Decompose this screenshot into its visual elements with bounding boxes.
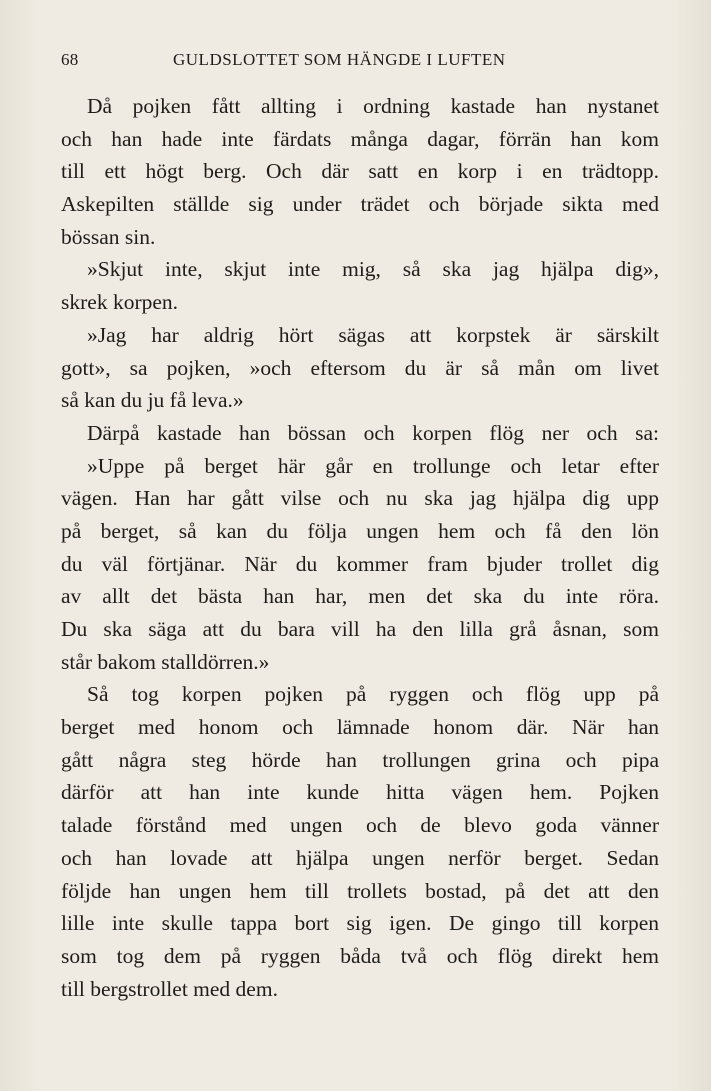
text-line: bössan sin. [61, 224, 156, 249]
text-line: gott», sa pojken, »och eftersom du är så mån om livet [61, 355, 659, 380]
text-line: Därpå kastade han bössan och korpen flög ner och sa: [87, 420, 659, 445]
text-line: skrek korpen. [61, 290, 179, 315]
text-line: Då pojken fått allting i ordning kastade han nystanet [87, 94, 659, 118]
text-line: på berget, så kan du följa ungen hem och få den lön [61, 518, 659, 543]
text-line: »Skjut inte, skjut inte mig, så ska jag hjälpa dig», [87, 257, 659, 282]
text-line: av allt det bästa han har, men det ska du inte röra. [61, 584, 659, 609]
text-line: Askepilten ställde sig under trädet och började sikta med [61, 192, 659, 217]
text-line: och han lovade att hjälpa ungen nerför berget. Sedan [61, 845, 659, 870]
text-line: till ett högt berg. Och där satt en korp i en trädtopp. [61, 159, 659, 184]
text-line: talade förstånd med ungen och de blevo goda vänner [61, 813, 659, 838]
text-line: så kan du ju få leva.» [61, 388, 244, 413]
text-line: därför att han inte kunde hitta vägen hem. Pojken [61, 780, 659, 805]
chapter-title: GULDSLOTTET SOM HÄNGDE I LUFTEN [173, 50, 506, 69]
text-line: som tog dem på ryggen båda två och flög direkt hem [61, 943, 659, 968]
text-line: lille inte skulle tappa bort sig igen. De gingo till korpen [61, 911, 659, 936]
text-line: du väl förtjänar. När du kommer fram bjuder trollet dig [61, 551, 659, 576]
text-line: berget med honom och lämnade honom där. När han [61, 715, 659, 740]
text-line: vägen. Han har gått vilse och nu ska jag hjälpa dig upp [61, 486, 659, 511]
text-line: står bakom stalldörren.» [61, 649, 270, 674]
text-line: följde han ungen hem till trollets bostad, på det att den [61, 878, 659, 903]
text-line: och han hade inte färdats många dagar, förrän han kom [61, 126, 659, 151]
text-line: Så tog korpen pojken på ryggen och flög upp på [87, 682, 659, 707]
text-line: Du ska säga att du bara vill ha den lilla grå åsnan, som [61, 617, 659, 641]
running-head [61, 50, 661, 74]
text-line: till bergstrollet med dem. [61, 976, 278, 1001]
page-number: 68 [61, 50, 79, 69]
text-line: »Jag har aldrig hört sägas att korpstek är särskilt [87, 322, 659, 347]
body-text [61, 90, 659, 1005]
text-line: gått några steg hörde han trollungen grina och pipa [61, 747, 659, 772]
text-line: »Uppe på berget här går en trollunge och letar efter [87, 453, 659, 478]
